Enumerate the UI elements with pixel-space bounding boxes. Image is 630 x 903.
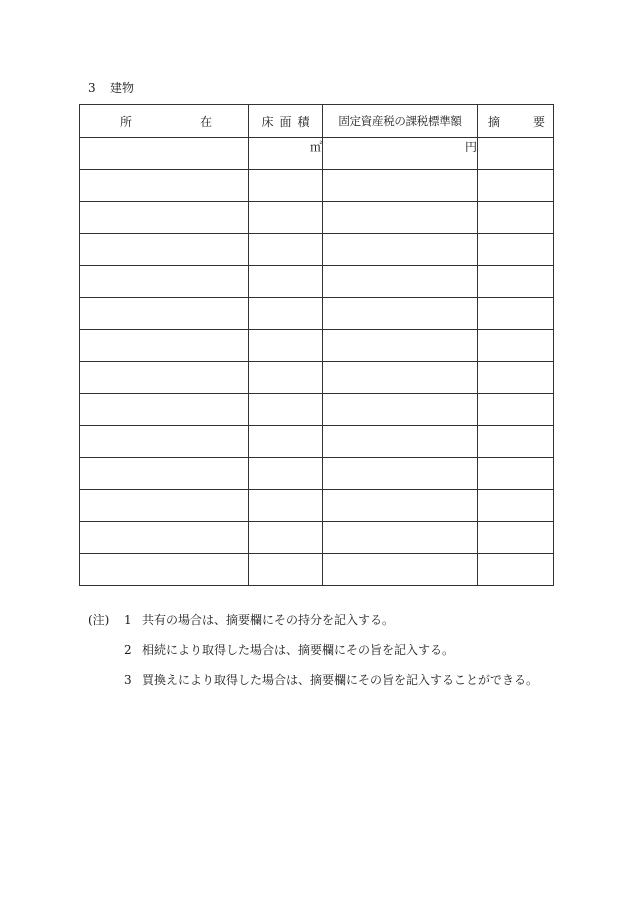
- header-remarks-char-2: 要: [532, 114, 545, 129]
- cell-location[interactable]: [80, 554, 249, 586]
- note-number: 1: [124, 613, 132, 627]
- cell-amount[interactable]: [323, 362, 478, 394]
- cell-amount[interactable]: [323, 138, 478, 170]
- header-remarks-char-1: 摘: [488, 114, 501, 129]
- table-row: [80, 458, 554, 490]
- cell-area[interactable]: [249, 490, 323, 522]
- cell-remarks[interactable]: [478, 202, 554, 234]
- cell-remarks[interactable]: [478, 554, 554, 586]
- cell-remarks[interactable]: [478, 170, 554, 202]
- cell-location[interactable]: [80, 138, 249, 170]
- section-heading: 建物: [110, 81, 135, 95]
- building-register-table: [79, 104, 554, 586]
- cell-amount[interactable]: [323, 234, 478, 266]
- table-row: [80, 554, 554, 586]
- cell-amount[interactable]: [323, 170, 478, 202]
- header-tax-standard: [323, 105, 478, 138]
- cell-location[interactable]: [80, 522, 249, 554]
- cell-area[interactable]: [249, 362, 323, 394]
- cell-amount[interactable]: [323, 266, 478, 298]
- cell-location[interactable]: [80, 362, 249, 394]
- note-text: 共有の場合は、摘要欄にその持分を記入する。: [142, 613, 395, 627]
- table-row: [80, 298, 554, 330]
- cell-area[interactable]: [249, 554, 323, 586]
- table-row: [80, 490, 554, 522]
- table-row: [80, 266, 554, 298]
- header-tax-standard-label: 固定資産税の課税標準額: [338, 114, 462, 128]
- amount-unit-label: 円: [464, 140, 477, 154]
- table-row: [80, 522, 554, 554]
- cell-remarks[interactable]: [478, 138, 554, 170]
- cell-amount[interactable]: [323, 202, 478, 234]
- cell-area[interactable]: [249, 234, 323, 266]
- cell-location[interactable]: [80, 266, 249, 298]
- cell-location[interactable]: [80, 234, 249, 266]
- cell-remarks[interactable]: [478, 394, 554, 426]
- header-area-char-3: 積: [297, 114, 310, 129]
- cell-area[interactable]: [249, 170, 323, 202]
- cell-amount[interactable]: [323, 554, 478, 586]
- cell-remarks[interactable]: [478, 426, 554, 458]
- notes-prefix: (注): [88, 613, 110, 627]
- table-header-row: [80, 105, 554, 138]
- cell-remarks[interactable]: [478, 522, 554, 554]
- table-row: [80, 138, 554, 170]
- cell-location[interactable]: [80, 458, 249, 490]
- cell-remarks[interactable]: [478, 490, 554, 522]
- area-unit-label: ㎡: [309, 140, 322, 154]
- cell-location[interactable]: [80, 394, 249, 426]
- table-row: [80, 394, 554, 426]
- cell-remarks[interactable]: [478, 298, 554, 330]
- cell-amount[interactable]: [323, 522, 478, 554]
- cell-area[interactable]: [249, 458, 323, 490]
- note-text: 相続により取得した場合は、摘要欄にその旨を記入する。: [142, 643, 455, 657]
- header-area-char-1: 床: [261, 114, 274, 129]
- table-row: [80, 234, 554, 266]
- cell-location[interactable]: [80, 298, 249, 330]
- table-row: [80, 426, 554, 458]
- cell-amount[interactable]: [323, 458, 478, 490]
- cell-area[interactable]: [249, 426, 323, 458]
- cell-area[interactable]: [249, 522, 323, 554]
- cell-amount[interactable]: [323, 426, 478, 458]
- table-row: [80, 170, 554, 202]
- cell-remarks[interactable]: [478, 458, 554, 490]
- header-floor-area: [249, 105, 323, 138]
- cell-amount[interactable]: [323, 298, 478, 330]
- cell-remarks[interactable]: [478, 362, 554, 394]
- cell-location[interactable]: [80, 490, 249, 522]
- cell-location[interactable]: [80, 330, 249, 362]
- note-number: 2: [124, 643, 132, 657]
- header-area-char-2: 面: [279, 114, 292, 129]
- cell-location[interactable]: [80, 170, 249, 202]
- cell-location[interactable]: [80, 202, 249, 234]
- note-number: 3: [124, 673, 132, 687]
- cell-area[interactable]: [249, 330, 323, 362]
- cell-area[interactable]: [249, 298, 323, 330]
- table-row: [80, 330, 554, 362]
- header-location-char-2: 在: [199, 114, 212, 129]
- cell-area[interactable]: [249, 138, 323, 170]
- header-location: [80, 105, 249, 138]
- cell-remarks[interactable]: [478, 330, 554, 362]
- section-number: 3: [88, 81, 96, 95]
- table-row: [80, 362, 554, 394]
- cell-amount[interactable]: [323, 394, 478, 426]
- cell-area[interactable]: [249, 394, 323, 426]
- cell-amount[interactable]: [323, 490, 478, 522]
- cell-area[interactable]: [249, 266, 323, 298]
- cell-area[interactable]: [249, 202, 323, 234]
- table-body: [80, 138, 554, 586]
- note-text: 買換えにより取得した場合は、摘要欄にその旨を記入することができる。: [142, 673, 539, 687]
- section-title: [88, 80, 134, 96]
- cell-location[interactable]: [80, 426, 249, 458]
- header-location-char-1: 所: [120, 114, 133, 129]
- header-remarks: [478, 105, 554, 138]
- table-row: [80, 202, 554, 234]
- cell-remarks[interactable]: [478, 234, 554, 266]
- cell-amount[interactable]: [323, 330, 478, 362]
- cell-remarks[interactable]: [478, 266, 554, 298]
